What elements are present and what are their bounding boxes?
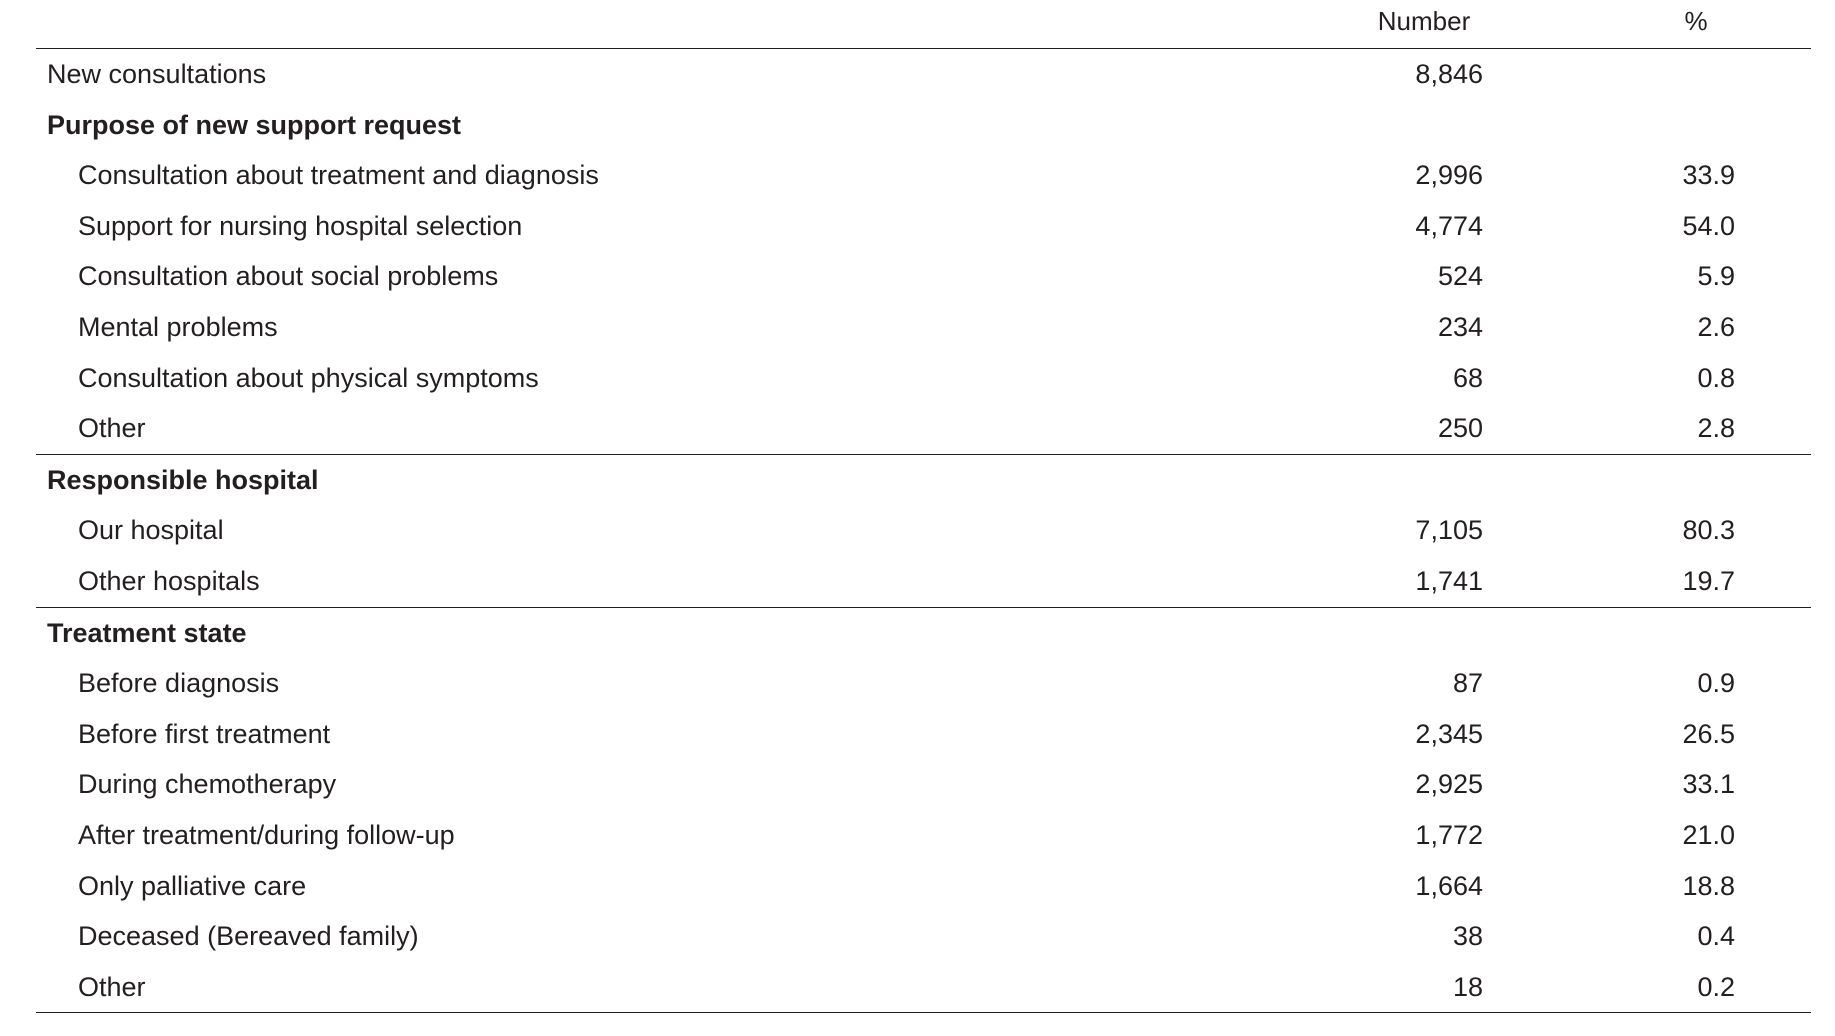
row-percent: 0.8: [1697, 362, 1735, 393]
row-percent: 54.0: [1682, 210, 1735, 241]
row-percent: 21.0: [1682, 819, 1735, 850]
consultation-table: [36, 0, 1811, 1013]
row-number: 7,105: [1415, 515, 1483, 546]
row-percent: 0.2: [1697, 971, 1735, 1002]
row-label: After treatment/during follow-up: [78, 819, 455, 850]
row-percent: 18.8: [1682, 870, 1735, 901]
table-header: [36, 0, 1811, 49]
row-label: Our hospital: [78, 515, 224, 546]
row-number: 250: [1437, 413, 1483, 444]
row-label: Before first treatment: [78, 718, 331, 749]
row-label: Support for nursing hospital selection: [78, 210, 523, 241]
table-row: [36, 150, 1811, 201]
column-header-number: Number: [1377, 6, 1471, 36]
table-row: [36, 353, 1811, 404]
row-number: 18: [1452, 971, 1483, 1002]
row-percent: 5.9: [1697, 261, 1735, 292]
row-label: Mental problems: [78, 311, 278, 342]
row-label: Deceased (Bereaved family): [78, 921, 419, 952]
row-percent: 19.7: [1682, 565, 1735, 596]
row-label: Before diagnosis: [78, 668, 280, 699]
row-label: Other: [78, 413, 146, 444]
row-label: New consultations: [47, 59, 267, 89]
row-label: Consultation about physical symptoms: [78, 362, 539, 393]
row-label: Consultation about social problems: [78, 261, 499, 292]
section-heading: Purpose of new support request: [47, 109, 462, 140]
row-percent: 0.4: [1697, 921, 1735, 952]
row-percent: 80.3: [1682, 515, 1735, 546]
row-number: 38: [1452, 921, 1483, 952]
row-number: 1,772: [1415, 819, 1483, 850]
row-percent: 0.9: [1697, 668, 1735, 699]
table-row: [36, 505, 1811, 556]
row-number: 2,925: [1415, 769, 1483, 800]
row-number: 2,996: [1415, 160, 1483, 191]
table-row: [36, 759, 1811, 810]
row-number: 8,846: [1415, 59, 1483, 89]
row-label: Other: [78, 971, 146, 1002]
table-row: [36, 49, 1811, 100]
row-number: 4,774: [1415, 210, 1483, 241]
row-number: 1,664: [1415, 870, 1483, 901]
section-heading: Treatment state: [47, 617, 247, 648]
table-row: [36, 201, 1811, 252]
row-label: During chemotherapy: [78, 769, 337, 800]
table-row: [36, 861, 1811, 912]
table-row: [36, 403, 1811, 455]
row-number: 87: [1452, 668, 1483, 699]
table-row: [36, 911, 1811, 962]
section-row: [36, 455, 1811, 506]
column-header-percent: %: [1684, 6, 1708, 36]
row-label: Other hospitals: [78, 565, 260, 596]
table-row: [36, 556, 1811, 608]
row-percent: 33.9: [1682, 160, 1735, 191]
section-heading: Responsible hospital: [47, 464, 319, 495]
row-percent: 2.8: [1697, 413, 1735, 444]
section-row: [36, 608, 1811, 659]
table-row: [36, 810, 1811, 861]
table-row: [36, 658, 1811, 709]
row-number: 68: [1452, 362, 1483, 393]
table-row: [36, 302, 1811, 353]
section-row: [36, 100, 1811, 151]
table-row: [36, 709, 1811, 760]
row-label: Only palliative care: [78, 870, 307, 901]
row-percent: 33.1: [1682, 769, 1735, 800]
row-percent: 2.6: [1697, 311, 1735, 342]
row-number: 2,345: [1415, 718, 1483, 749]
row-number: 1,741: [1415, 565, 1483, 596]
row-percent: 26.5: [1682, 718, 1735, 749]
row-number: 524: [1437, 261, 1483, 292]
table-row: [36, 251, 1811, 302]
table-row: [36, 962, 1811, 1014]
row-number: 234: [1437, 311, 1483, 342]
row-label: Consultation about treatment and diagnosis: [78, 160, 599, 191]
